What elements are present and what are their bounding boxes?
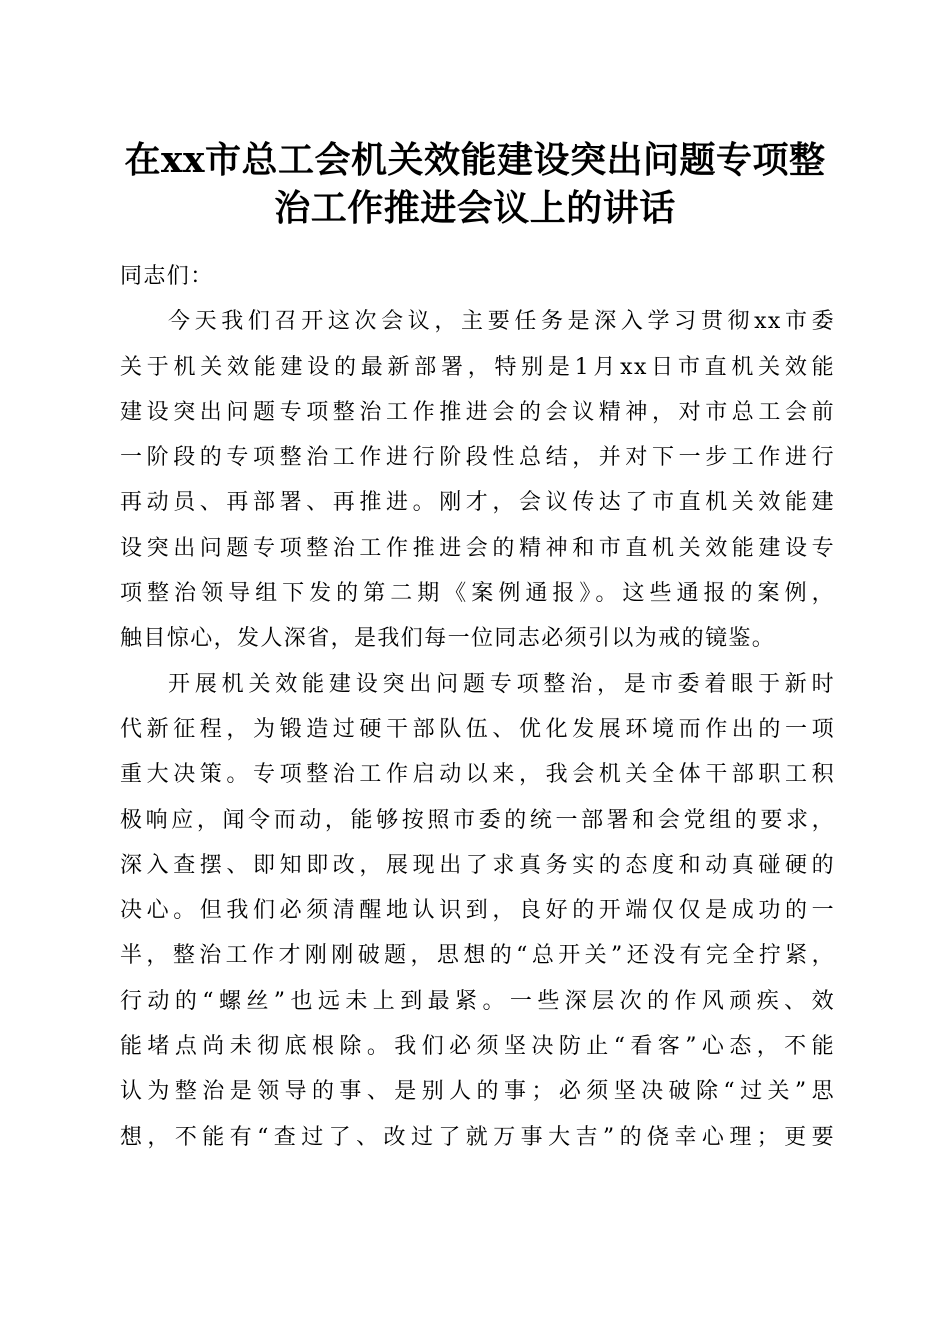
paragraph-2 — [120, 662, 835, 1160]
paragraph-1 — [120, 299, 835, 661]
paragraph-line: 建设突出问题专项整治工作推进会的会议精神，对市总工会前 — [120, 399, 835, 425]
paragraph-line: 关于机关效能建设的最新部署，特别是1月xx日市直机关效能 — [120, 354, 835, 380]
paragraph-line: 决心。但我们必须清醒地认识到，良好的开端仅仅是成功的一 — [120, 898, 835, 924]
paragraph-line: 再动员、再部署、再推进。刚才，会议传达了市直机关效能建 — [120, 490, 835, 516]
paragraph-line: 项整治领导组下发的第二期《案例通报》。这些通报的案例， — [120, 581, 835, 607]
paragraph-line: 想，不能有“查过了、改过了就万事大吉”的侥幸心理；更要 — [120, 1124, 835, 1150]
paragraph-line: 极响应，闻令而动，能够按照市委的统一部署和会党组的要求， — [120, 807, 835, 833]
paragraph-line: 认为整治是领导的事、是别人的事；必须坚决破除“过关”思 — [120, 1079, 835, 1105]
title-line: 在xx市总工会机关效能建设突出问题专项整 — [124, 139, 826, 181]
paragraph-line: 开展机关效能建设突出问题专项整治，是市委着眼于新时 — [168, 671, 835, 697]
paragraph-line: 设突出问题专项整治工作推进会的精神和市直机关效能建设专 — [120, 535, 835, 561]
paragraph-line: 半，整治工作才刚刚破题，思想的“总开关”还没有完全拧紧， — [120, 943, 835, 969]
paragraph-line: 深入查摆、即知即改，展现出了求真务实的态度和动真碰硬的 — [120, 852, 835, 878]
document-title — [100, 136, 850, 232]
paragraph-line: 重大决策。专项整治工作启动以来，我会机关全体干部职工积 — [120, 762, 835, 788]
document-body — [120, 254, 835, 1160]
paragraph-line: 行动的“螺丝”也远未上到最紧。一些深层次的作风顽疾、效 — [120, 988, 835, 1014]
title-line: 治工作推进会议上的讲话 — [274, 187, 676, 229]
paragraph-line: 能堵点尚未彻底根除。我们必须坚决防止“看客”心态，不能 — [120, 1034, 835, 1060]
paragraph-line: 一阶段的专项整治工作进行阶段性总结，并对下一步工作进行 — [120, 445, 835, 471]
salutation: 同志们： — [120, 264, 214, 289]
paragraph-line: 触目惊心，发人深省，是我们每一位同志必须引以为戒的镜鉴。 — [120, 626, 776, 652]
paragraph-line: 今天我们召开这次会议，主要任务是深入学习贯彻xx市委 — [168, 309, 835, 335]
paragraph-line: 代新征程，为锻造过硬干部队伍、优化发展环境而作出的一项 — [120, 716, 835, 742]
